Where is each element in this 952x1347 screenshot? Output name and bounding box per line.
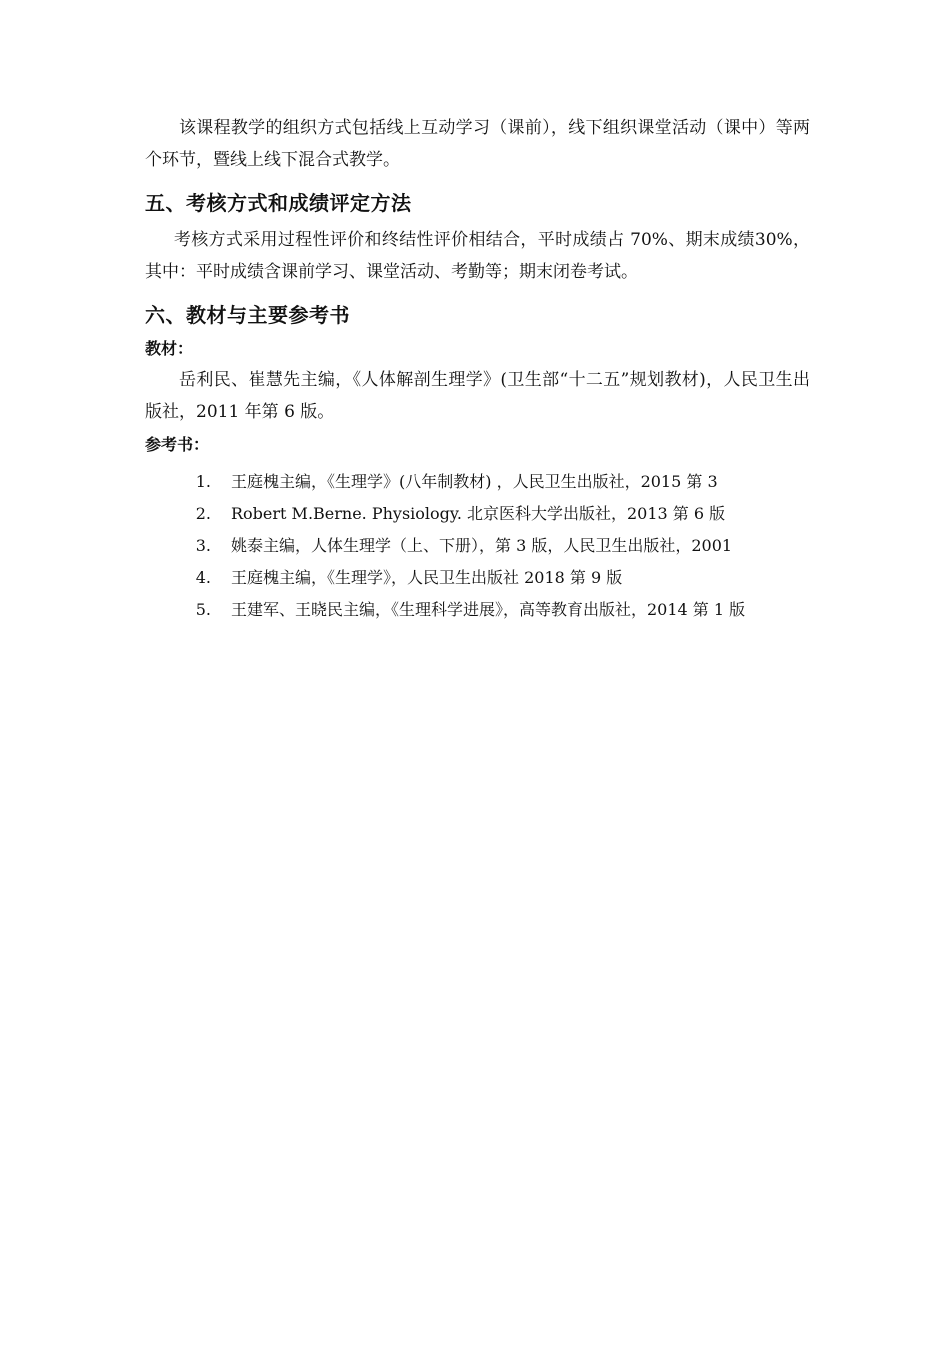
reference-item-4 [145,562,810,594]
reference-number: 1. [195,472,211,491]
reference-text: 王建军、王晓民主编，《生理科学进展》，高等教育出版社，2014 第 1 版 [231,600,746,619]
document-content [145,112,810,626]
references-label: 参考书： [145,435,210,454]
teaching-organization-paragraph: 该课程教学的组织方式包括线上互动学习（课前），线下组织课堂活动（课中）等两个环节，暨线上线下混合式教学。 [145,118,810,170]
assessment-paragraph: 考核方式采用过程性评价和终结性评价相结合，平时成绩占 70%、期末成绩30%，其中：平时成绩含课前学习、课堂活动、考勤等；期末闭卷考试。 [145,230,810,282]
reference-list [145,466,810,626]
reference-item-1 [145,466,810,498]
reference-item-3 [145,530,810,562]
reference-number: 2. [195,504,211,523]
textbook-paragraph: 岳利民、崔慧先主编，《人体解剖生理学》(卫生部“十二五”规划教材)，人民卫生出版社，2011 年第 6 版。 [145,370,810,422]
reference-number: 4. [195,568,211,587]
reference-text: 姚泰主编，人体生理学（上、下册），第 3 版，人民卫生出版社，2001 [231,536,733,555]
section-six-heading: 六、教材与主要参考书 [145,303,350,327]
reference-item-2 [145,498,810,530]
reference-number: 5. [195,600,211,619]
reference-text: 王庭槐主编，《生理学》，人民卫生出版社 2018 第 9 版 [231,568,623,587]
reference-text: 王庭槐主编，《生理学》(八年制教材) ，人民卫生出版社，2015 第 3 [231,472,718,491]
reference-item-5 [145,594,810,626]
textbook-label: 教材： [145,339,194,358]
reference-text: Robert M.Berne. Physiology. 北京医科大学出版社，2013 第 6 版 [231,504,726,523]
section-five-heading: 五、考核方式和成绩评定方法 [145,191,412,215]
reference-number: 3. [195,536,211,555]
